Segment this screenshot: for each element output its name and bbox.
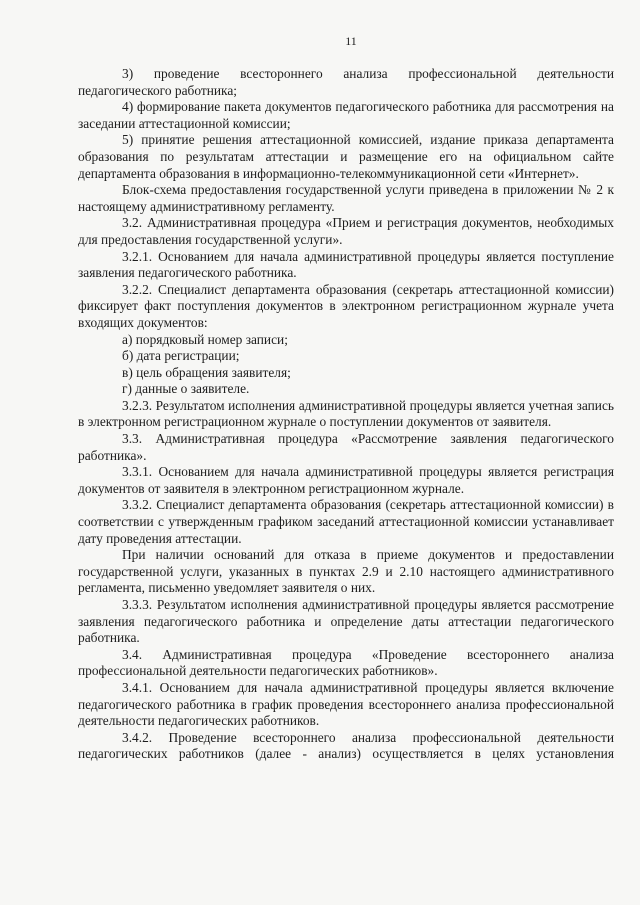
paragraph: 3.4.2. Проведение всестороннего анализа профессиональной деятельности педагогических работников (далее - анализ) осуществляется в целях установления xyxy=(78,729,614,762)
paragraph: 3.3. Административная процедура «Рассмотрение заявления педагогического работника». xyxy=(78,431,614,463)
paragraph: 4) формирование пакета документов педагогического работника для рассмотрения на заседании аттестационной комиссии; xyxy=(78,99,614,131)
paragraph: 3.4. Административная процедура «Проведение всестороннего анализа профессиональной деятельности педагогических работников». xyxy=(78,646,614,679)
paragraph: 3.2. Административная процедура «Прием и регистрация документов, необходимых для предоставления государственной услуги». xyxy=(78,215,614,247)
paragraph: 3.3.1. Основанием для начала административной процедуры является регистрация документов от заявителя в электронном регистрационном журнале. xyxy=(78,464,614,496)
paragraph: 3.2.2. Специалист департамента образования (секретарь аттестационной комиссии) фиксирует факт поступления документов в электронном регистрационном журнале учета входящих документов: xyxy=(78,281,614,330)
paragraph: 3.2.3. Результатом исполнения административной процедуры является учетная запись в электронном регистрационном журнале о поступлении документов от заявителя. xyxy=(78,397,614,430)
list-item: а) порядковый номер записи; xyxy=(122,331,288,347)
page-number: 11 xyxy=(345,34,357,48)
list-item: г) данные о заявителе. xyxy=(122,381,250,397)
paragraph: При наличии оснований для отказа в приеме документов и предоставлении государственной услуги, указанных в пунктах 2.9 и 2.10 настоящего административного регламента, письменно уведомляет заявителя о них. xyxy=(78,547,614,596)
paragraph: 3.2.1. Основанием для начала административной процедуры является поступление заявления педагогического работника. xyxy=(78,248,614,281)
paragraph: 3.3.2. Специалист департамента образования (секретарь аттестационной комиссии) в соответствии с утвержденным графиком заседаний аттестационной комиссии устанавливает дату проведения аттестации. xyxy=(78,497,614,546)
paragraph: 3.4.1. Основанием для начала административной процедуры является включение педагогического работника в график проведения всестороннего анализа профессиональной деятельности педагогических работников. xyxy=(78,679,614,729)
paragraph: 3.3.3. Результатом исполнения административной процедуры является рассмотрение заявления педагогического работника и определение даты аттестации педагогического работника. xyxy=(78,597,614,646)
paragraph: 3) проведение всестороннего анализа профессиональной деятельности педагогического работника; xyxy=(78,66,614,98)
paragraph: Блок-схема предоставления государственной услуги приведена в приложении № 2 к настоящему административному регламенту. xyxy=(78,182,614,214)
list-item: в) цель обращения заявителя; xyxy=(122,364,291,380)
document-body xyxy=(78,66,614,763)
paragraph: 5) принятие решения аттестационной комиссией, издание приказа департамента образования по результатам аттестации и размещение его на официальном сайте департамента образования в информационно-телекоммуникационной сети «Интернет». xyxy=(78,132,614,181)
list-item: б) дата регистрации; xyxy=(122,348,240,364)
